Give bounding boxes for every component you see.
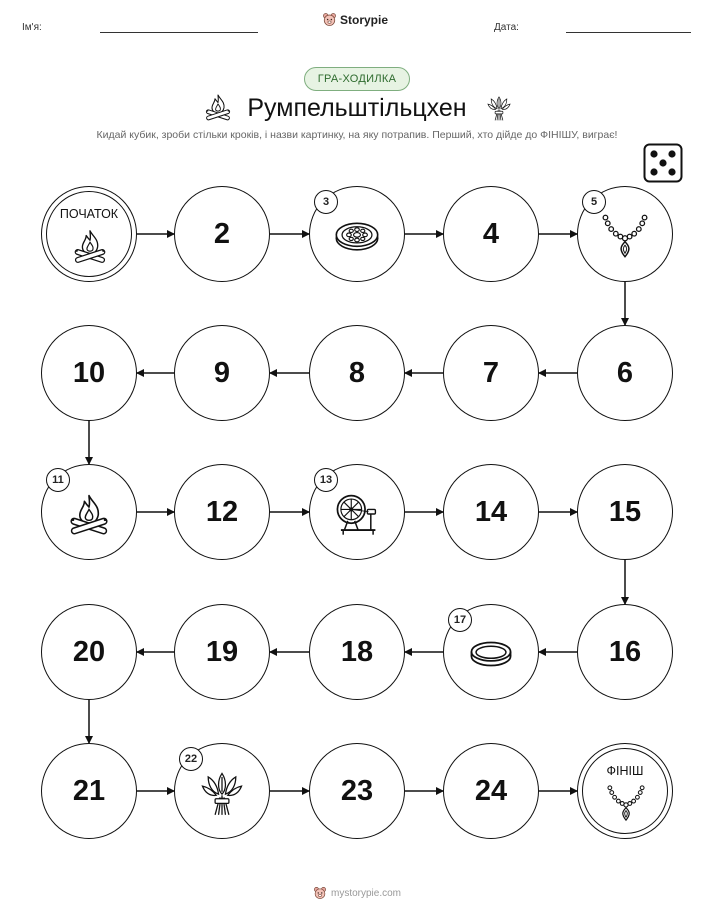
board-space-18 [309, 604, 405, 700]
board-space-23 [309, 743, 405, 839]
board-space-15 [577, 464, 673, 560]
space-number: 10 [72, 356, 106, 389]
board-space-12 [174, 464, 270, 560]
board-space-9 [174, 325, 270, 421]
space-number: 15 [608, 495, 642, 528]
board-space-2 [174, 186, 270, 282]
necklace-icon [607, 784, 645, 822]
space-number-tag: 13 [314, 468, 338, 492]
campfire-icon [66, 491, 112, 537]
footer [0, 886, 714, 900]
wheat-sheaf-icon [199, 770, 245, 816]
space-number-tag: 17 [448, 608, 472, 632]
space-number: 16 [608, 635, 642, 668]
board-space-finish [577, 743, 673, 839]
board-space-7 [443, 325, 539, 421]
board-space-5 [577, 186, 673, 282]
board-space-4 [443, 186, 539, 282]
space-number: 12 [205, 495, 239, 528]
board-space-20 [41, 604, 137, 700]
space-number-tag: 22 [179, 747, 203, 771]
necklace-icon [602, 213, 648, 259]
board-space-11 [41, 464, 137, 560]
space-number: 19 [205, 635, 239, 668]
board-space-3 [309, 186, 405, 282]
board-space-17 [443, 604, 539, 700]
space-number: 24 [474, 774, 508, 807]
board-space-14 [443, 464, 539, 560]
space-number: 23 [340, 774, 374, 807]
board-space-start [41, 186, 137, 282]
date-label: Дата: [494, 22, 519, 33]
instructions: Кидай кубик, зроби стільки кроків, і назви картинку, на яку потрапив. Перший, хто дійде до ФІНІШУ, виграє! [96, 129, 618, 141]
board-space-22 [174, 743, 270, 839]
space-number: 14 [474, 495, 508, 528]
board-space-16 [577, 604, 673, 700]
board-space-21 [41, 743, 137, 839]
spinning-wheel-icon [334, 491, 380, 537]
coin-icon [334, 213, 380, 259]
space-number: 2 [213, 217, 231, 250]
space-number: 7 [482, 356, 500, 389]
board-space-6 [577, 325, 673, 421]
space-number: 21 [72, 774, 106, 807]
space-number: 8 [348, 356, 366, 389]
footer-url: mystorypie.com [330, 887, 401, 899]
space-number: 9 [213, 356, 231, 389]
game-type-badge: ГРА-ХОДИЛКА [304, 67, 410, 91]
storypie-bear-icon [313, 886, 327, 900]
board-space-24 [443, 743, 539, 839]
finish-label: ФІНІШ [606, 764, 644, 778]
board-space-13 [309, 464, 405, 560]
brand-name: Storypie [340, 12, 389, 27]
name-label: Ім'я: [22, 22, 42, 33]
page-title: Румпельштільцхен [247, 94, 467, 122]
board-space-19 [174, 604, 270, 700]
space-number-tag: 11 [46, 468, 70, 492]
board-space-8 [309, 325, 405, 421]
space-number-tag: 5 [582, 190, 606, 214]
space-number-tag: 3 [314, 190, 338, 214]
space-number: 20 [72, 635, 106, 668]
start-label: ПОЧАТОК [59, 207, 119, 221]
ring-icon [468, 631, 514, 677]
space-number: 4 [482, 217, 500, 250]
campfire-icon [71, 227, 109, 265]
board-space-10 [41, 325, 137, 421]
space-number: 18 [340, 635, 374, 668]
space-number: 6 [616, 356, 634, 389]
